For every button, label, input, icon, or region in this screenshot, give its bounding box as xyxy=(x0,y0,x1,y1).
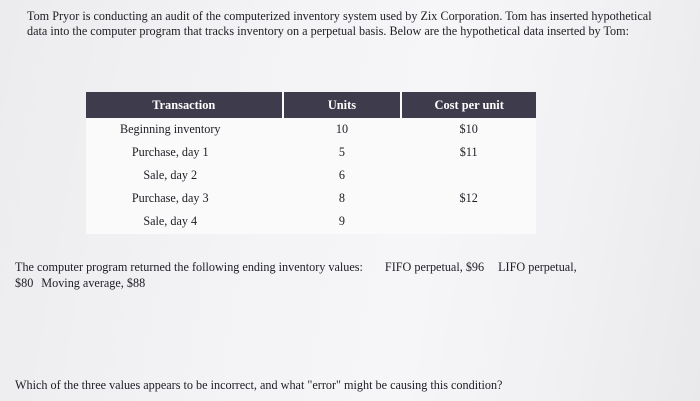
cost-cell: $11 xyxy=(459,145,478,159)
problem-intro: Tom Pryor is conducting an audit of the computerized inventory system used by Zix Corporation. Tom has inserted hypothetical data into the computer program that tracks inventory on a perpetual basis. Below are the hypothetical data inserted by Tom: xyxy=(27,9,652,38)
transaction-cell: Purchase, day 3 xyxy=(131,191,209,205)
transaction-cell: Sale, day 4 xyxy=(143,214,198,228)
cost-cell: $12 xyxy=(459,191,478,205)
header-cost-per-unit: Cost per unit xyxy=(401,92,536,118)
units-cell: 10 xyxy=(335,122,349,136)
inventory-table xyxy=(86,92,536,233)
transaction-cell: Sale, day 2 xyxy=(143,168,198,182)
lifo-value: $80 xyxy=(15,276,34,290)
cost-cell xyxy=(401,164,536,187)
lifo-label: LIFO perpetual, xyxy=(498,260,577,274)
header-transaction: Transaction xyxy=(86,92,283,118)
inventory-table-panel xyxy=(86,92,536,234)
cost-cell: $10 xyxy=(459,122,478,136)
program-result xyxy=(15,259,685,291)
moving-average-value: Moving average, $88 xyxy=(41,276,146,290)
fifo-value: FIFO perpetual, $96 xyxy=(384,260,485,274)
units-cell: 6 xyxy=(338,168,345,182)
table-row xyxy=(86,187,536,210)
header-units: Units xyxy=(283,92,402,118)
table-row xyxy=(86,141,536,164)
units-cell: 9 xyxy=(338,214,345,228)
table-row xyxy=(86,164,536,187)
cost-cell xyxy=(401,210,536,233)
transaction-cell: Beginning inventory xyxy=(119,122,221,136)
units-cell: 5 xyxy=(338,145,345,159)
table-row xyxy=(86,210,536,233)
table-header-row xyxy=(86,92,536,118)
units-cell: 8 xyxy=(338,191,345,205)
table-row xyxy=(86,118,536,141)
question-text: Which of the three values appears to be incorrect, and what "error" might be causing this condition? xyxy=(15,378,503,392)
transaction-cell: Purchase, day 1 xyxy=(131,145,209,159)
result-lead: The computer program returned the following ending inventory values: xyxy=(15,260,363,274)
